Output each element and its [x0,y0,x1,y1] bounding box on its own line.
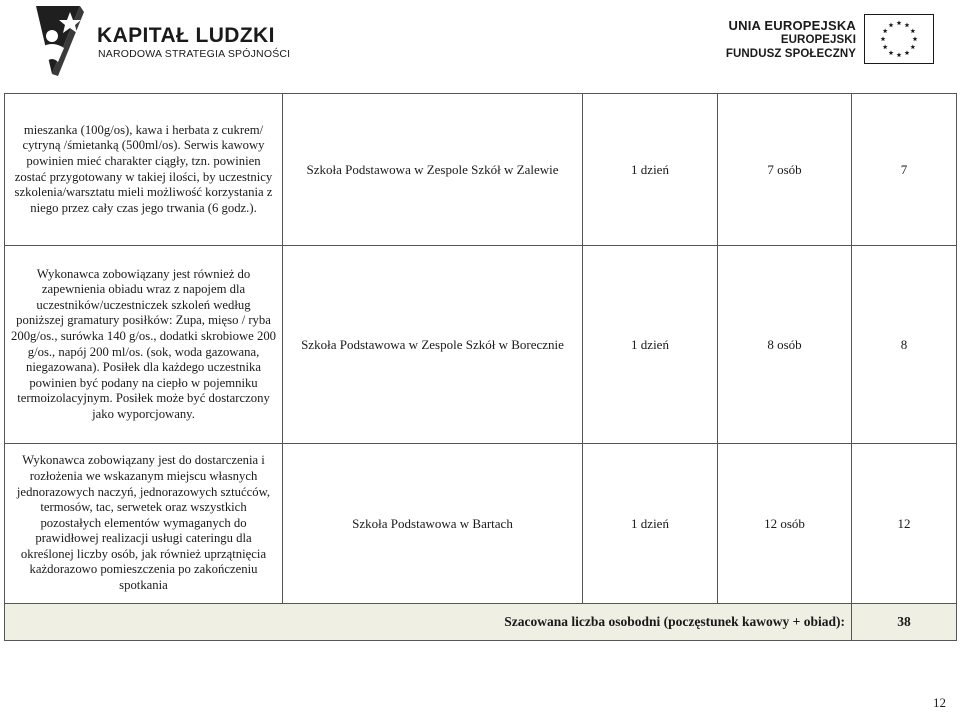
people-cell: 12 osób [718,444,852,604]
unia-europejska-text [676,14,856,61]
count-cell: 8 [852,246,957,444]
unia-europejska-logo [674,14,934,74]
summary-row [5,604,957,641]
summary-value: 38 [852,604,957,641]
description-cell: mieszanka (100g/os), kawa i herbata z cukrem/ cytryną /śmietanką (500ml/os). Serwis kawowy powinien mieć charakter ciągły, tzn. powinien zostać przygotowany w takiej ilości, by uczestnicy szkolenia/warsztatu mieli możliwość korzystania z niego przez cały czas jego trwania (6 godz.). [5,94,283,246]
ue-line-2: EUROPEJSKI [780,34,856,46]
people-cell: 7 osób [718,94,852,246]
kapital-ludzki-logo [22,2,322,80]
table-row [5,94,957,246]
kapital-ludzki-title: KAPITAŁ LUDZKI [97,24,275,47]
table-row [5,444,957,604]
description-cell: Wykonawca zobowiązany jest do dostarczenia i rozłożenia we wskazanym miejscu własnych jednorazowych naczyń, jednorazowych sztućców, termosów, tac, serwetek oraz wszystkich pozostałych elementów wymaganych do prawidłowej realizacji usługi cateringu dla określonej liczby osób, jak również uprzątnięcia każdorazowo pomieszczenia po zakończeniu spotkania [5,444,283,604]
kapital-ludzki-subtitle: NARODOWA STRATEGIA SPÓJNOŚCI [98,48,291,60]
eu-flag-icon [864,14,934,64]
ue-line-3: FUNDUSZ SPOŁECZNY [725,48,856,60]
catering-table [4,93,957,641]
count-cell: 7 [852,94,957,246]
duration-cell: 1 dzień [583,246,718,444]
table-row [5,246,957,444]
ue-line-1: UNIA EUROPEJSKA [728,18,856,33]
school-cell: Szkoła Podstawowa w Bartach [283,444,583,604]
page-number: 12 [933,695,946,710]
school-cell: Szkoła Podstawowa w Zespole Szkół w Borecznie [283,246,583,444]
school-cell: Szkoła Podstawowa w Zespole Szkół w Zalewie [283,94,583,246]
kapital-ludzki-emblem-icon [22,2,98,78]
description-cell: Wykonawca zobowiązany jest również do zapewnienia obiadu wraz z napojem dla uczestników/uczestniczek szkoleń według poniższej gramatury posiłków: Zupa, mięso / ryba 200g/os., surówka 140 g/os., dodatki skrobiowe 200 g/os., napój 200 ml/os. (sok, woda gazowana, niegazowana). Posiłek dla każdego uczestnika powinien być podany na ciepło w pojemniku termoizolacyjnym. Posiłek może być dostarczony jako wyporcjowany. [5,246,283,444]
summary-label: Szacowana liczba osobodni (poczęstunek kawowy + obiad): [5,604,852,641]
duration-cell: 1 dzień [583,94,718,246]
count-cell: 12 [852,444,957,604]
people-cell: 8 osób [718,246,852,444]
duration-cell: 1 dzień [583,444,718,604]
